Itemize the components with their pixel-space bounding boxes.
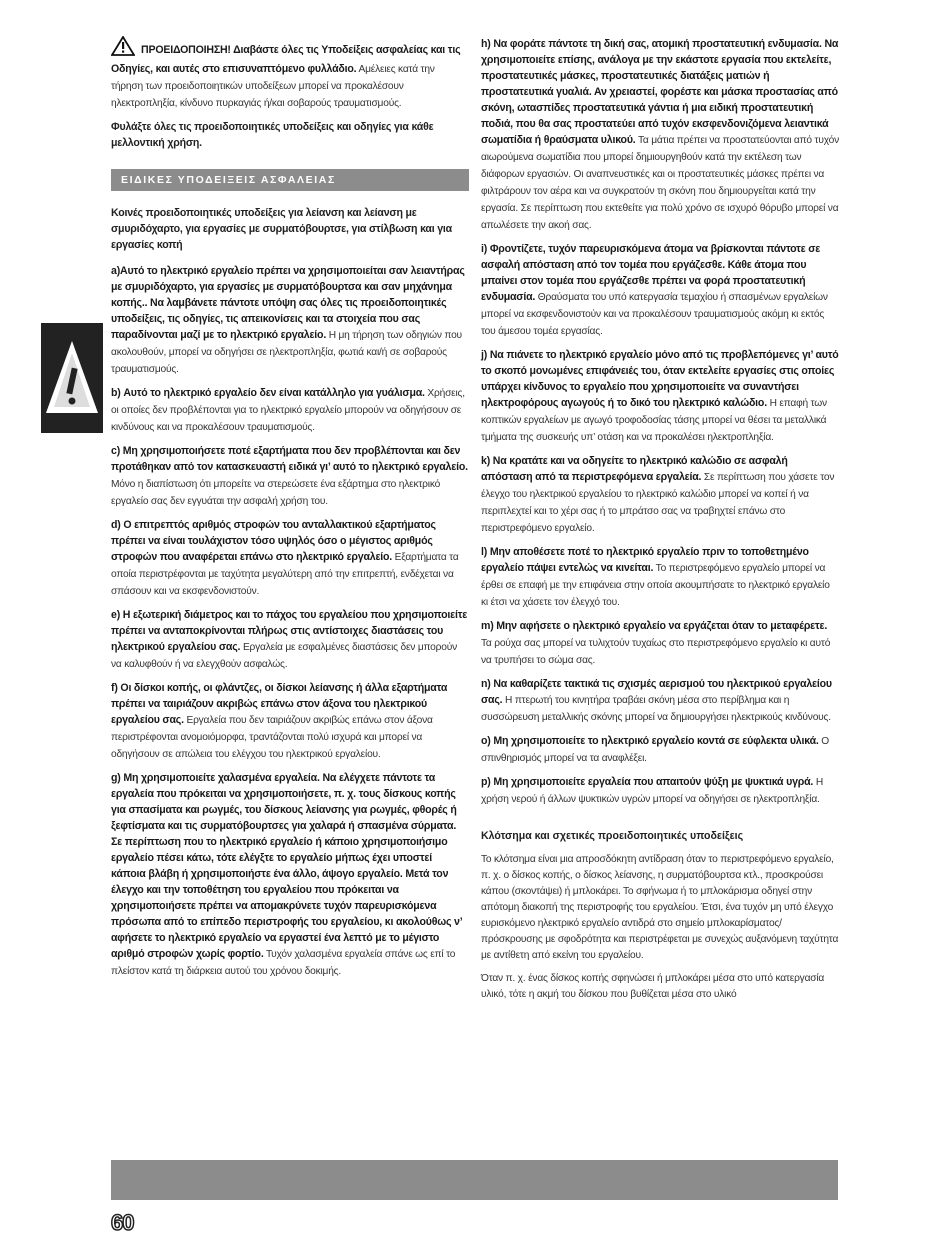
footer-bar [111,1160,838,1200]
safety-item-text: Τα μάτια πρέπει να προστατεύονται από τυχόν αιωρούμενα σωματίδια που μπορεί δημιουργηθούν κατά την εκτέλεση των διάφορων εργασιών. Οι αναπνευστικές και οι προστατευτικές μάσκες πρέπει να φιλτράρουν τον αέρα και να συγκρατούν τη σκόνη που δημιουργείται κατά την εργασία. Σε περίπτωση που εκτεθείτε για πολύ χρόνο σε ισχυρό θόρυβο μπορεί να απωλέσετε την ακοή σας. [481,135,839,231]
safety-item-bold: f) Οι δίσκοι κοπής, οι φλάντζες, οι δίσκοι λείανσης ή άλλα εξαρτήματα πρέπει να ταιριάζουν ακριβώς επάνω στον άξονα του ηλεκτρικού εργαλείου σας. [111,682,448,726]
safety-item-text: Τα ρούχα σας μπορεί να τυλιχτούν τυχαίως στο περιστρεφόμενο εργαλείο κι αυτό να τρυπήσει το σώμα σας. [481,638,831,666]
safety-item-text: Ο σπινθηρισμός μπορεί να τα αναφλέξει. [481,736,830,764]
safety-item-text: Εξαρτήματα τα οποία περιστρέφονται με ταχύτητα μεγαλύτερη από την επιτρεπτή, ενδέχεται να σπάσουν και να εκσφενδονιστούν. [111,552,459,597]
safety-item [111,443,469,510]
left-items-list [111,263,469,980]
safety-item-bold: i) Φροντίζετε, τυχόν παρευρισκόμενα άτομα να βρίσκονται πάντοτε σε ασφαλή απόσταση από τον τομέα που εργάζεσθε. Κάθε άτομα που μπαίνει στον τομέα που εργάζεσθε πρέπει να φορά προστατευτική ενδυμασία. [481,243,821,303]
kickback-title: Κλότσημα και σχετικές προειδοποιητικές υποδείξεις [481,830,744,842]
safety-item-text: Τυχόν χαλασμένα εργαλεία σπάνε ως επί το πλείστον κατά τη διάρκεια αυτού του χρόνου δοκιμής. [111,949,456,977]
safety-item [111,680,469,763]
safety-item-bold: e) Η εξωτερική διάμετρος και το πάχος του εργαλείου που χρησιμοποιείτε πρέπει να ανταποκρίνονται πλήρως στις αντίστοιχες διαστάσεις του ηλεκτρικού εργαλείου σας. [111,609,468,653]
safety-item [481,676,839,726]
safety-item-text: Χρήσεις, οι οποίες δεν προβλέπονται για το ηλεκτρικό εργαλείο μπορούν να οδηγήσουν σε κινδύνους και να προκαλέσουν τραυματισμούς. [111,388,465,433]
safety-item [481,733,839,767]
safety-item [111,770,469,980]
warning-bold: ΠΡΟΕΙΔΟΠΟΙΗΣΗ! Διαβάστε όλες τις Υποδείξεις ασφαλείας και τις Οδηγίες, και αυτές στο επισυναπτόμενο φυλλάδιο. [111,44,461,75]
right-column [481,36,839,1010]
safety-item-bold: p) Μη χρησιμοποιείτε εργαλεία που απαιτούν ψύξη με ψυκτικά υγρά. [481,776,814,788]
safety-item-bold: n) Να καθαρίζετε τακτικά τις σχισμές αερισμού του ηλεκτρικού εργαλείου σας. [481,678,832,706]
kickback-paragraph-2: Όταν π. χ. ένας δίσκος κοπής σφηνώσει ή μπλοκάρει μέσα στο υπό κατεργασία υλικό, τότε η ακμή του δίσκου που βυθίζεται μέσα στο υλικό [481,973,825,1000]
right-items-list [481,36,839,808]
safety-item [111,385,469,436]
safety-item-text: Θραύσματα του υπό κατεργασία τεμαχίου ή σπασμένων εργαλείων μπορεί να εκσφενδονιστούν και να προκαλέσουν τραυματισμούς ακόμη κι εκτός του άμεσου τομέα εργασίας. [481,292,828,337]
safety-item [111,517,469,600]
safety-item-text: Εργαλεία που δεν ταιριάζουν ακριβώς επάνω στον άξονα περιστρέφονται ανομοιόμορφα, τραντάζονται πολύ ισχυρά και μπορεί να οδηγήσουν σε απώλεια του ελέγχου του ηλεκτρικού εργαλείου. [111,715,433,760]
safety-item-text: Σε περίπτωση που χάσετε τον έλεγχο του ηλεκτρικού εργαλείου το ηλεκτρικό καλώδιο μπορεί να κοπεί ή να περιπλεχτεί και το χέρι σας ή το μπράτσο σας να τραβηχτεί επάνω στο περιστρεφόμενο εργαλείο. [481,472,835,534]
safety-item-text: Η επαφή των κοπτικών εργαλείων με αγωγό τροφοδοσίας τάσης μπορεί να θέσει τα μεταλλικά τμήματα της συσκευής υπ’ οτάση και να προκαλέσει ηλεκτροπληξία. [481,398,827,443]
safety-item-bold: h) Να φοράτε πάντοτε τη δική σας, ατομική προστατευτική ενδυμασία. Να χρησιμοποιείτε επίσης, ανάλογα με την εκάστοτε εργασία που εκτελείτε, προστατευτικές μάσκες, προστατευτικές διατάξεις ματιών ή προστατευτικά γυαλιά. Αν χρειαστεί, φορέστε και μάσκα προστασίας από σκόνη, ωτασπίδες προστατευτικά γάντια ή μια ειδική προστατευτική ποδιά, που θα σας προστατεύει από τυχόν εκσφενδονιζόμενα λειαντικά σωματίδια ή θραύσματα υλικού. [481,38,839,146]
safety-item-bold: m) Μην αφήσετε ο ηλεκτρικό εργαλείο να εργάζεται όταν το μεταφέρετε. [481,620,828,632]
page-number: 60 [111,1210,134,1235]
safety-item-bold: k) Να κρατάτε και να οδηγείτε το ηλεκτρικό καλώδιο σε ασφαλή απόσταση από τα περιστρεφόμενα εργαλεία. [481,455,788,483]
safety-item-text: Το περιστρεφόμενο εργαλείο μπορεί να έρθει σε επαφή με την επιφάνεια στην οποία ακουμπήσατε το ηλεκτρικό εργαλείο κι έτσι να χάσετε τον έλεγχό του. [481,563,830,608]
warning-icon [111,36,135,61]
safety-item [481,774,839,808]
kickback-paragraph-1: Το κλότσημα είναι μια απροσδόκητη αντίδραση όταν το περιστρεφόμενο εργαλείο, π. χ. ο δίσκος κοπής, ο δίσκος λείανσης, η συρματόβουρτσα κτλ., προσκρούσει κάπου (σκοντάψει) ή μπλοκάρει. Το σφήνωμα ή το μπλοκάρισμα οδηγεί στην απότομη διακοπή της περιστροφής του εργαλείου. Έτσι, ένα τυχόν μη υπό έλεγχο ευρισκόμενο ηλεκτρικό εργαλείο αντιδρά στο σημείο μπλοκαρίσματος/πρόσκρουσης με σφοδρότητα και περιστρέφεται με συνεχώς αυξανόμενη ταχύτητα με αντίθετη από εκείνη του εργαλείου. [481,854,839,961]
safety-item-text: Μόνο η διαπίστωση ότι μπορείτε να στερεώσετε ένα εξάρτημα στο ηλεκτρικό εργαλείο σας δεν εγγυάται την ασφαλή χρήση του. [111,479,441,507]
safety-item [481,544,839,611]
safety-item [111,263,469,378]
warning-side-tab [41,323,103,433]
safety-item-text: Η χρήση νερού ή άλλων ψυκτικών υγρών μπορεί να οδηγήσει σε ηλεκτροπληξία. [481,777,823,805]
safety-item [481,453,839,537]
intro-heading: Κοινές προειδοποιητικές υποδείξεις για λείανση και λείανση με σμυριδόχαρτο, για εργασίες με συρματόβουρτσε, για στίλβωση και για εργασίες κοπή [111,207,452,251]
safety-item-bold: c) Μη χρησιμοποιήσετε ποτέ εξαρτήματα που δεν προβλέπονται και δεν προτάθηκαν από τον κατασκευαστή ειδικά γι’ αυτό το ηλεκτρικό εργαλείο. [111,445,468,473]
safety-item [481,618,839,669]
safety-item-bold: j) Να πιάνετε το ηλεκτρικό εργαλείο μόνο από τις προβλεπόμενες γι’ αυτό το σκοπό μονωμένες επιφάνειές του, όταν εκτελείτε εργασίες στις οποίες υπάρχει κίνδυνος το εργαλείο που χρησιμοποιείτε να συναντήσει ηλεκτροφόρους αγωγούς ή το δικό του ηλεκτρικό καλώδιο. [481,349,839,409]
safety-item-text: Η μη τήρηση των οδηγιών που ακολουθούν, μπορεί να οδηγήσει σε ηλεκτροπληξία, φωτιά και/ή σε σοβαρούς τραυματισμούς. [111,330,462,375]
safety-item [481,36,839,234]
safety-item-bold: o) Μη χρησιμοποιείτε το ηλεκτρικό εργαλείο κοντά σε εύφλεκτα υλικά. [481,735,819,747]
section-title: ΕΙΔΙΚΕΣ ΥΠΟΔΕΙΞΕΙΣ ΑΣΦΑΛΕΙΑΣ [111,169,469,191]
keep-instructions: Φυλάξτε όλες τις προειδοποιητικές υποδείξεις και οδηγίες για κάθε μελλοντική χρήση. [111,121,434,149]
warning-paragraph [111,36,469,112]
safety-item-bold: l) Μην αποθέσετε ποτέ το ηλεκτρικό εργαλείο πριν το τοποθετημένο εργαλείο πάψει εντελώς να κινείται. [481,546,809,574]
safety-item [481,241,839,340]
safety-item-bold: b) Αυτό το ηλεκτρικό εργαλείο δεν είναι κατάλληλο για γυάλισμα. [111,387,425,399]
safety-item-text: Εργαλεία με εσφαλμένες διαστάσεις δεν μπορούν να καλυφθούν ή να ελεγχθούν ασφαλώς. [111,642,457,670]
safety-item-bold: g) Μη χρησιμοποιείτε χαλασμένα εργαλεία. Να ελέγχετε πάντοτε τα εργαλεία που πρόκειται να χρησιμοποιήσετε, π. χ. τους δίσκους κοπής για σπασίματα και ρωγμές, του δίσκους λείανσης για ρωγμές, φθορές ή ξεφτίσματα και τις συρματόβουρτσες για χαλαρά ή σπασμένα σύρματα. Σε περίπτωση που το ηλεκτρικό εργαλείο ή κάποιο χρησιμοποιήσιμο εργαλείο πέσει κάτω, τότε ελέγξτε το εργαλείο μήπως έχει υποστεί κάποια βλάβη ή χρησιμοποιήστε ένα άλλο, άψογο εργαλείο. Μετά τον έλεγχο και την τοποθέτηση του εργαλείου που πρόκειται να χρησιμοποιήσετε πρέπει να απομακρύνετε τυχόν παρευρισκόμενα πρόσωπα από το επίπεδο περιστροφής του εργαλείου, κι ακολούθως ν’ αφήσετε το ηλεκτρικό εργαλείο να εργαστεί ένα λεπτό με το μέγιστο αριθμό στροφών χωρίς φορτίο. [111,772,462,960]
safety-item-text: Η πτερωτή του κινητήρα τραβάει σκόνη μέσα στο περίβλημα και η συσσώρευση μεταλλικής σκόνης μπορεί να δημιουργήσει ηλεκτρικούς κινδύνους. [481,695,831,723]
safety-item [481,347,839,446]
warning-triangle-icon [41,323,103,433]
warning-text: Αμέλειες κατά την τήρηση των προειδοποιητικών υποδείξεων μπορεί να προκαλέσουν ηλεκτροπληξία, κίνδυνο πυρκαγιάς ή/και σοβαρούς τραυματισμούς. [111,64,435,109]
safety-item-bold: a)Αυτό το ηλεκτρικό εργαλείο πρέπει να χρησιμοποιείται σαν λειαντήρας με σμυριδόχαρτο, για εργασίες με συρματόβουρτσα και σαν μηχάνημα κοπής.. Να λαμβάνετε πάντοτε υπόψη σας όλες τις προειδοποιητικές υποδείξεις, τις οδηγίες, τις απεικονίσεις και τα στοιχεία που σας παραδίνονται μαζί με το ηλεκτρικό εργαλείο. [111,265,465,341]
safety-item-bold: d) Ο επιτρεπτός αριθμός στροφών του ανταλλακτικού εξαρτήματος πρέπει να είναι τουλάχιστον τόσο υψηλός όσο ο μέγιστος αριθμός στροφών που αναφέρεται επάνω στο ηλεκτρικό εργαλείο. [111,519,436,563]
left-column [111,36,469,987]
safety-item [111,607,469,673]
